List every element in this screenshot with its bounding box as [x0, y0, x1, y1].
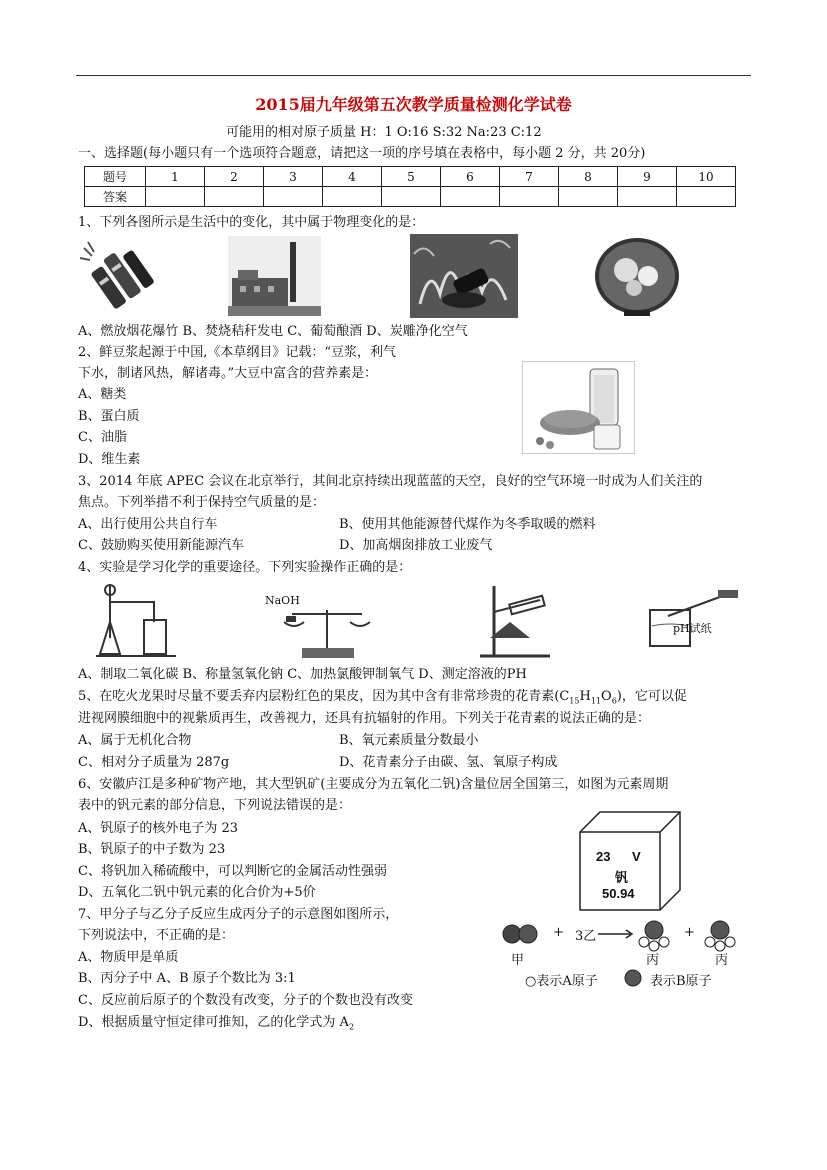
plus-sign: + [553, 925, 564, 940]
balance-image [282, 604, 372, 660]
answer-cell[interactable] [500, 187, 559, 207]
table-cell: 8 [559, 167, 618, 187]
charcoal-carving-image [594, 236, 680, 316]
soymilk-image [522, 361, 635, 454]
coefficient-label: 3乙 [575, 929, 597, 944]
label-jia: 甲 [511, 953, 525, 968]
answer-cell[interactable] [441, 187, 500, 207]
table-cell: 6 [441, 167, 500, 187]
q1-options: A、燃放烟花爆竹 B、焚烧秸秆发电 C、葡萄酿酒 D、炭雕净化空气 [78, 324, 468, 339]
naoh-label: NaOH [265, 594, 300, 607]
q6-option-a: A、钒原子的核外电子为 23 [78, 821, 239, 836]
top-rule [76, 75, 751, 76]
answer-table [84, 166, 736, 207]
answer-cell[interactable] [618, 187, 677, 207]
legend-a: ○表示A原子 [525, 974, 598, 989]
q1-stem: 1、下列各图所示是生活中的变化，其中属于物理变化的是： [78, 215, 425, 230]
q2-stem-2: 下水，制诸风热，解诸毒。”大豆中富含的营养素是： [78, 366, 378, 381]
q3-option-a: A、出行使用公共自行车 [78, 517, 218, 532]
q3-option-d: D、加高烟囱排放工业废气 [339, 538, 493, 553]
q4-stem: 4、实验是学习化学的重要途径。下列实验操作正确的是： [78, 560, 412, 575]
answer-cell[interactable] [264, 187, 323, 207]
q7-option-d: D、根据质量守恒定律可推知，乙的化学式为 $A_2$ [78, 1015, 355, 1032]
q4-options: A、制取二氧化碳 B、称量氢氧化钠 C、加热氯酸钾制氧气 D、测定溶液的PH [78, 667, 527, 682]
answer-cell[interactable] [559, 187, 618, 207]
q2-option-c: C、油脂 [78, 430, 127, 445]
atomic-masses: 可能用的相对原子质量 H：1 O:16 S:32 Na:23 C:12 [226, 125, 542, 140]
b-atom-icon [623, 968, 643, 988]
q2-stem-1: 2、鲜豆浆起源于中国,《本草纲目》记载：“豆浆，利气 [78, 345, 397, 360]
table-row [85, 167, 736, 187]
q7-option-b: B、丙分子中 A、B 原子个数比为 3:1 [78, 971, 296, 986]
answer-cell[interactable] [323, 187, 382, 207]
answer-cell[interactable] [205, 187, 264, 207]
table-cell: 1 [146, 167, 205, 187]
section-heading: 一、选择题(每小题只有一个选项符合题意，请把这一项的序号填在表格中，每小题 2 分，共 20分) [78, 146, 646, 161]
table-row [85, 187, 736, 207]
legend-b: 表示B原子 [650, 974, 712, 989]
q6-stem-1: 6、安徽庐江是多种矿物产地，其大型钒矿(主要成分为五氧化二钒)含量位居全国第三，如图为元素周期 [78, 777, 669, 792]
q6-stem-2: 表中的钒元素的部分信息，下列说法错误的是： [78, 798, 352, 813]
q6-option-d: D、五氧化二钒中钒元素的化合价为+5价 [78, 885, 316, 900]
q7-option-a: A、物质甲是单质 [78, 950, 179, 965]
table-cell: 10 [677, 167, 736, 187]
q7-stem-1: 7、甲分子与乙分子反应生成丙分子的示意图如图所示， [78, 907, 399, 922]
reaction-diagram [498, 916, 748, 962]
answer-cell[interactable] [677, 187, 736, 207]
label-bing: 丙 [646, 953, 660, 968]
table-header-cell: 题号 [85, 167, 146, 187]
q5-option-b: B、氧元素质量分数最小 [339, 733, 479, 748]
answer-cell[interactable] [382, 187, 441, 207]
q2-option-d: D、维生素 [78, 452, 141, 467]
page-title: 2015届九年级第五次教学质量检测化学试卷 [255, 95, 572, 114]
plus-sign: + [684, 925, 695, 940]
power-plant-image [228, 236, 321, 316]
q2-option-b: B、蛋白质 [78, 409, 140, 424]
q3-stem-2: 焦点。下列举措不利于保持空气质量的是： [78, 495, 326, 510]
q3-option-c: C、鼓励购买使用新能源汽车 [78, 538, 244, 553]
table-cell: 7 [500, 167, 559, 187]
element-symbol: V [632, 849, 641, 864]
ph-paper-label: pH试纸 [673, 622, 712, 635]
element-number: 23 [596, 849, 611, 864]
heating-apparatus-image [480, 582, 560, 660]
firecracker-image [78, 240, 160, 316]
q2-option-a: A、糖类 [78, 387, 127, 402]
label-bing: 丙 [715, 953, 729, 968]
q5-stem-2: 进视网膜细胞中的视紫质再生，改善视力，还具有抗辐射的作用。下列关于花青素的说法正确的是： [78, 711, 651, 726]
table-cell: 2 [205, 167, 264, 187]
table-cell: 5 [382, 167, 441, 187]
co2-apparatus-image [96, 582, 176, 660]
element-mass: 50.94 [602, 886, 635, 901]
q5-option-a: A、属于无机化合物 [78, 733, 192, 748]
q3-stem-1: 3、2014 年底 APEC 会议在北京举行，其间北京持续出现蓝蓝的天空，良好的空气环境一时成为人们关注的 [78, 474, 703, 489]
q7-option-c: C、反应前后原子的个数没有改变，分子的个数也没有改变 [78, 993, 413, 1008]
q5-option-c: C、相对分子质量为 287g [78, 755, 230, 770]
table-header-cell: 答案 [85, 187, 146, 207]
ph-test-image [648, 588, 744, 650]
q3-option-b: B、使用其他能源替代煤作为冬季取暖的燃料 [339, 517, 596, 532]
q5-option-d: D、花青素分子由碳、氢、氧原子构成 [339, 755, 558, 770]
q5-stem-1: 5、在吃火龙果时尽量不要丢弃内层粉红色的果皮，因为其中含有非常珍贵的花青素$(C_{15}H_{11}O_6)$，它可以促 [78, 689, 687, 706]
element-name: 钒 [615, 871, 629, 886]
q6-option-c: C、将钒加入稀硫酸中，可以判断它的金属活动性强弱 [78, 864, 387, 879]
q7-stem-2: 下列说法中，不正确的是： [78, 928, 235, 943]
wine-making-image [410, 234, 518, 318]
table-cell: 4 [323, 167, 382, 187]
table-cell: 9 [618, 167, 677, 187]
q6-option-b: B、钒原子的中子数为 23 [78, 842, 226, 857]
table-cell: 3 [264, 167, 323, 187]
answer-cell[interactable] [146, 187, 205, 207]
